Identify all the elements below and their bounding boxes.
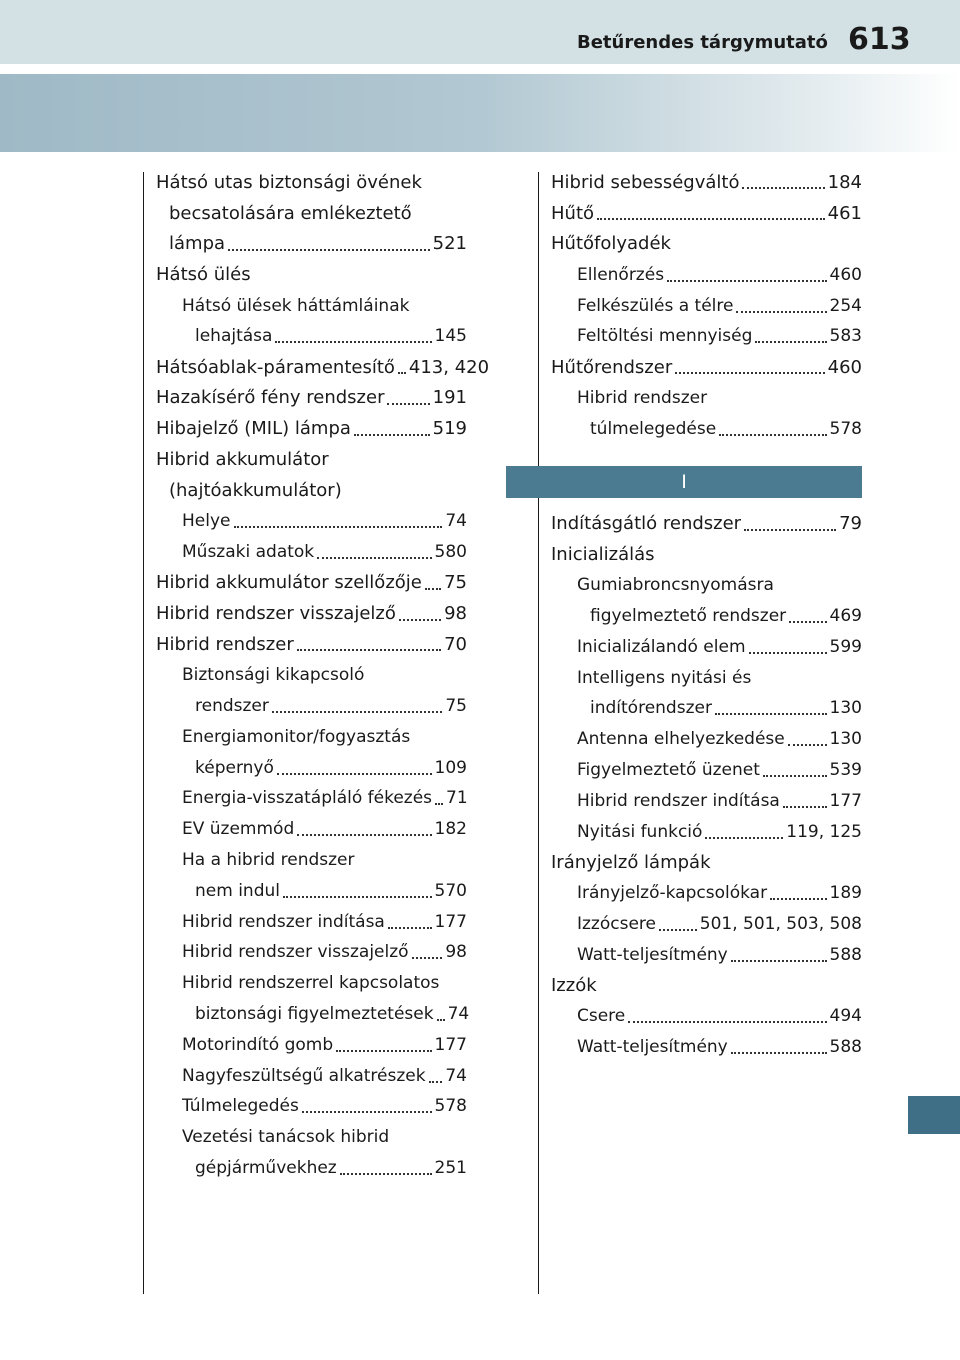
dot-leader — [749, 652, 827, 654]
index-entry-text: Hibrid rendszer — [156, 633, 294, 655]
dot-leader — [412, 957, 443, 959]
index-entry-page[interactable]: 130 — [829, 729, 862, 750]
index-entry-page[interactable]: 519 — [432, 418, 467, 440]
index-entry-text: Túlmelegedés — [182, 1096, 299, 1117]
index-entry-page[interactable]: 119, 125 — [786, 821, 862, 842]
index-entry-text: Hibrid akkumulátor — [156, 449, 329, 471]
index-entry — [156, 537, 467, 568]
index-entry — [551, 909, 862, 940]
index-entry — [156, 691, 467, 722]
index-entry-text: lehajtása — [195, 326, 273, 347]
index-entry-text: rendszer — [195, 695, 269, 716]
index-entry — [156, 845, 467, 876]
index-entry-page[interactable]: 177 — [434, 911, 467, 932]
index-entry — [156, 968, 467, 999]
index-entry-text: képernyő — [195, 757, 274, 778]
index-entry-page[interactable]: 539 — [829, 759, 862, 780]
index-entry-page[interactable]: 578 — [829, 418, 862, 439]
index-entry — [156, 660, 467, 691]
dot-leader — [731, 1052, 827, 1054]
index-entry-text: Izzócsere — [577, 913, 656, 934]
index-entry-text: Biztonsági kikapcsoló — [182, 665, 365, 686]
index-entry-page[interactable]: 75 — [445, 695, 467, 716]
index-entry-text: (hajtóakkumulátor) — [169, 479, 342, 501]
index-entry-page[interactable]: 71 — [446, 788, 468, 809]
index-entry-text: Csere — [577, 1006, 626, 1027]
index-entry — [551, 198, 862, 229]
index-entry — [551, 939, 862, 970]
dot-leader — [297, 834, 431, 836]
index-entry-text: Hibrid sebességváltó — [551, 171, 740, 193]
index-entry — [156, 506, 467, 537]
index-entry — [156, 1153, 467, 1184]
index-entry — [551, 785, 862, 816]
dot-leader — [317, 557, 431, 559]
dot-leader — [228, 249, 430, 251]
index-entry-page[interactable]: 189 — [829, 883, 862, 904]
index-entry-text: Inicializálás — [551, 543, 655, 565]
dot-leader — [742, 187, 824, 189]
index-entry-page[interactable]: 588 — [829, 1037, 862, 1058]
index-entry-text: Hátsóablak-páramentesítő — [156, 356, 395, 378]
dot-leader — [387, 403, 429, 405]
index-entry-text: Hibrid rendszerrel kapcsolatos — [182, 973, 440, 994]
index-entry — [551, 259, 862, 290]
middle-column-divider — [538, 172, 539, 1294]
index-entry — [156, 290, 467, 321]
index-entry-text: figyelmeztető rendszer — [590, 605, 787, 626]
dot-leader — [763, 775, 827, 777]
index-entry — [551, 1001, 862, 1032]
index-entry-page[interactable]: 494 — [829, 1006, 862, 1027]
index-entry-text: Watt-teljesítmény — [577, 1037, 728, 1058]
index-entry-text: Intelligens nyitási és — [577, 667, 752, 688]
dot-leader — [275, 341, 431, 343]
index-entry-page[interactable]: 521 — [432, 233, 467, 255]
index-entry — [551, 413, 862, 444]
index-entry-text: Watt-teljesítmény — [577, 944, 728, 965]
index-entry — [156, 475, 467, 506]
index-entry-text: Gumiabroncsnyomásra — [577, 575, 774, 596]
index-entry-text: Hibrid rendszer visszajelző — [156, 603, 396, 625]
index-entry — [156, 875, 467, 906]
index-entry-page[interactable]: 177 — [829, 790, 862, 811]
index-entry-page[interactable]: 461 — [827, 202, 862, 224]
dot-leader — [628, 1021, 826, 1023]
index-entry-text: Figyelmeztető üzenet — [577, 759, 760, 780]
index-entry-text: Motorindító gomb — [182, 1034, 334, 1055]
chapter-tab — [908, 1096, 960, 1134]
page-title: Betűrendes tárgymutató — [577, 32, 828, 53]
index-entry-text: Ha a hibrid rendszer — [182, 849, 355, 870]
index-entry-text: Energia-visszatápláló fékezés — [182, 788, 433, 809]
left-column-divider — [143, 172, 144, 1294]
dot-leader — [736, 311, 826, 313]
index-entry — [551, 321, 862, 352]
index-entry-page[interactable]: 191 — [432, 387, 467, 409]
index-entry-text: Antenna elhelyezkedése — [577, 729, 785, 750]
index-entry-page[interactable]: 580 — [434, 541, 467, 562]
index-entry-text: lámpa — [169, 233, 226, 255]
index-entry-page[interactable]: 70 — [444, 633, 467, 655]
index-entry-text: Hibrid rendszer — [577, 387, 708, 408]
index-entry-text: Hazakísérő fény rendszer — [156, 387, 385, 409]
dot-leader — [388, 927, 432, 929]
dot-leader — [277, 773, 432, 775]
index-entry — [156, 1122, 467, 1153]
index-entry — [551, 539, 862, 570]
index-entry — [156, 413, 467, 444]
index-entry — [551, 693, 862, 724]
index-entry — [156, 629, 467, 660]
dot-leader — [659, 929, 697, 931]
dot-leader — [719, 434, 826, 436]
dot-leader — [770, 898, 826, 900]
dot-leader — [336, 1050, 431, 1052]
index-column-right — [551, 167, 862, 1063]
index-entry — [551, 662, 862, 693]
index-entry — [156, 321, 467, 352]
index-entry-text: Hátsó utas biztonsági övének — [156, 171, 422, 193]
index-entry — [156, 937, 467, 968]
index-entry-text: Hibajelző (MIL) lámpa — [156, 418, 351, 440]
index-entry — [551, 508, 862, 539]
index-entry-text: Irányjelző-kapcsolókar — [577, 883, 768, 904]
index-entry-page[interactable]: 130 — [829, 698, 862, 719]
index-entry-page[interactable]: 145 — [434, 326, 467, 347]
index-entry-page[interactable]: 588 — [829, 944, 862, 965]
index-entry-page[interactable]: 182 — [434, 819, 467, 840]
dot-leader — [297, 649, 441, 651]
dot-leader — [398, 372, 406, 374]
index-entry-page[interactable]: 460 — [827, 356, 862, 378]
index-entry-page[interactable]: 254 — [829, 295, 862, 316]
index-entry — [156, 444, 467, 475]
dot-leader — [435, 803, 443, 805]
dot-leader — [755, 341, 826, 343]
index-entry — [551, 570, 862, 601]
index-entry — [551, 724, 862, 755]
index-entry — [551, 755, 862, 786]
index-entry-page[interactable]: 469 — [829, 605, 862, 626]
index-entry — [156, 1091, 467, 1122]
index-entry-page[interactable]: 79 — [839, 513, 862, 535]
index-entry — [156, 906, 467, 937]
index-entry-text: Hűtőrendszer — [551, 356, 673, 378]
index-entry-text: Helye — [182, 511, 231, 532]
index-entry-text: Műszaki adatok — [182, 541, 315, 562]
dot-leader — [399, 619, 441, 621]
index-entry-text: Felkészülés a télre — [577, 295, 734, 316]
dot-leader — [783, 806, 827, 808]
index-entry-page[interactable]: 75 — [444, 572, 467, 594]
index-entry-text: Hibrid rendszer indítása — [577, 790, 780, 811]
index-entry-page[interactable]: 413, 420 — [408, 356, 490, 378]
index-group-i — [551, 508, 862, 1062]
index-entry — [551, 290, 862, 321]
dot-leader — [705, 837, 783, 839]
dot-leader — [340, 1173, 432, 1175]
index-entry-page[interactable]: 98 — [444, 603, 467, 625]
index-entry — [156, 814, 467, 845]
dot-leader — [731, 960, 827, 962]
index-entry — [156, 259, 467, 290]
index-entry-text: Nyitási funkció — [577, 821, 703, 842]
dot-leader — [437, 1019, 445, 1021]
index-entry — [551, 1032, 862, 1063]
index-entry-page[interactable]: 177 — [434, 1034, 467, 1055]
index-entry-text: Ellenőrzés — [577, 264, 665, 285]
index-entry — [156, 352, 490, 383]
index-entry-text: Energiamonitor/fogyasztás — [182, 726, 411, 747]
index-entry-page[interactable]: 583 — [829, 326, 862, 347]
index-entry-text: Hűtőfolyadék — [551, 233, 671, 255]
dot-leader — [715, 713, 827, 715]
index-entry — [551, 970, 862, 1001]
dot-leader — [429, 1081, 443, 1083]
dot-leader — [234, 526, 443, 528]
index-entry — [156, 598, 467, 629]
index-entry-text: Hűtő — [551, 202, 595, 224]
index-entry — [551, 167, 862, 198]
index-entry-page[interactable]: 74 — [445, 511, 467, 532]
index-entry-page[interactable]: 251 — [434, 1157, 467, 1178]
index-entry-text: Hibrid rendszer visszajelző — [182, 942, 409, 963]
index-entry-text: nem indul — [195, 880, 280, 901]
index-entry-text: Hátsó ülések háttámláinak — [182, 295, 410, 316]
index-entry-text: Indításgátló rendszer — [551, 513, 742, 535]
index-entry-text: EV üzemmód — [182, 819, 295, 840]
dot-leader — [302, 1111, 432, 1113]
index-entry-page[interactable]: 109 — [434, 757, 467, 778]
page-number: 613 — [848, 22, 911, 57]
index-entry-page[interactable]: 501, 501, 503, 508 — [699, 913, 862, 934]
index-entry — [551, 383, 862, 414]
index-entry-text: túlmelegedése — [590, 418, 717, 439]
index-entry — [156, 1029, 467, 1060]
index-entry-text: Hibrid rendszer indítása — [182, 911, 385, 932]
index-entry-page[interactable]: 578 — [434, 1096, 467, 1117]
index-entry-page[interactable]: 599 — [829, 636, 862, 657]
index-entry-page[interactable]: 98 — [445, 942, 467, 963]
dot-leader — [788, 744, 827, 746]
index-entry-page[interactable]: 460 — [829, 264, 862, 285]
index-entry-text: Hibrid akkumulátor szellőzője — [156, 572, 422, 594]
index-group-h — [551, 167, 862, 444]
section-letter-header: I — [506, 466, 862, 498]
index-entry-text: Nagyfeszültségű alkatrészek — [182, 1065, 426, 1086]
index-entry — [156, 567, 467, 598]
dot-leader — [283, 896, 432, 898]
decorative-band — [0, 74, 960, 152]
index-entry — [551, 601, 862, 632]
index-entry — [156, 167, 467, 198]
dot-leader — [272, 711, 442, 713]
dot-leader — [425, 588, 441, 590]
index-entry — [551, 229, 862, 260]
index-entry-text: Vezetési tanácsok hibrid — [182, 1127, 390, 1148]
dot-leader — [354, 434, 430, 436]
index-entry — [156, 198, 467, 229]
index-entry-text: Hátsó ülés — [156, 264, 251, 286]
index-entry — [156, 229, 467, 260]
index-column-left — [156, 167, 490, 1183]
index-entry-text: gépjárművekhez — [195, 1157, 337, 1178]
dot-leader — [789, 621, 826, 623]
index-entry-text: Feltöltési mennyiség — [577, 326, 753, 347]
index-entry — [156, 721, 467, 752]
index-entry-text: Inicializálandó elem — [577, 636, 746, 657]
index-entry-text: Irányjelző lámpák — [551, 851, 711, 873]
index-entry-page[interactable]: 74 — [447, 1003, 470, 1024]
dot-leader — [597, 218, 825, 220]
index-entry-page[interactable]: 570 — [434, 880, 467, 901]
index-entry-text: indítórendszer — [590, 698, 712, 719]
dot-leader — [675, 372, 824, 374]
index-entry-text: Izzók — [551, 975, 597, 997]
index-entry — [551, 631, 862, 662]
index-entry — [156, 999, 470, 1030]
index-entry — [156, 783, 467, 814]
index-entry — [551, 847, 862, 878]
index-entry — [156, 1060, 467, 1091]
index-entry — [156, 383, 467, 414]
index-entry-page[interactable]: 74 — [445, 1065, 467, 1086]
index-entry — [551, 352, 862, 383]
index-entry-text: biztonsági figyelmeztetések — [195, 1003, 434, 1024]
dot-leader — [744, 529, 836, 531]
index-entry — [551, 816, 862, 847]
index-entry-text: becsatolására emlékeztető — [169, 202, 412, 224]
dot-leader — [667, 280, 826, 282]
index-entry-page[interactable]: 184 — [827, 171, 862, 193]
index-entry — [551, 878, 862, 909]
index-entry — [156, 752, 467, 783]
